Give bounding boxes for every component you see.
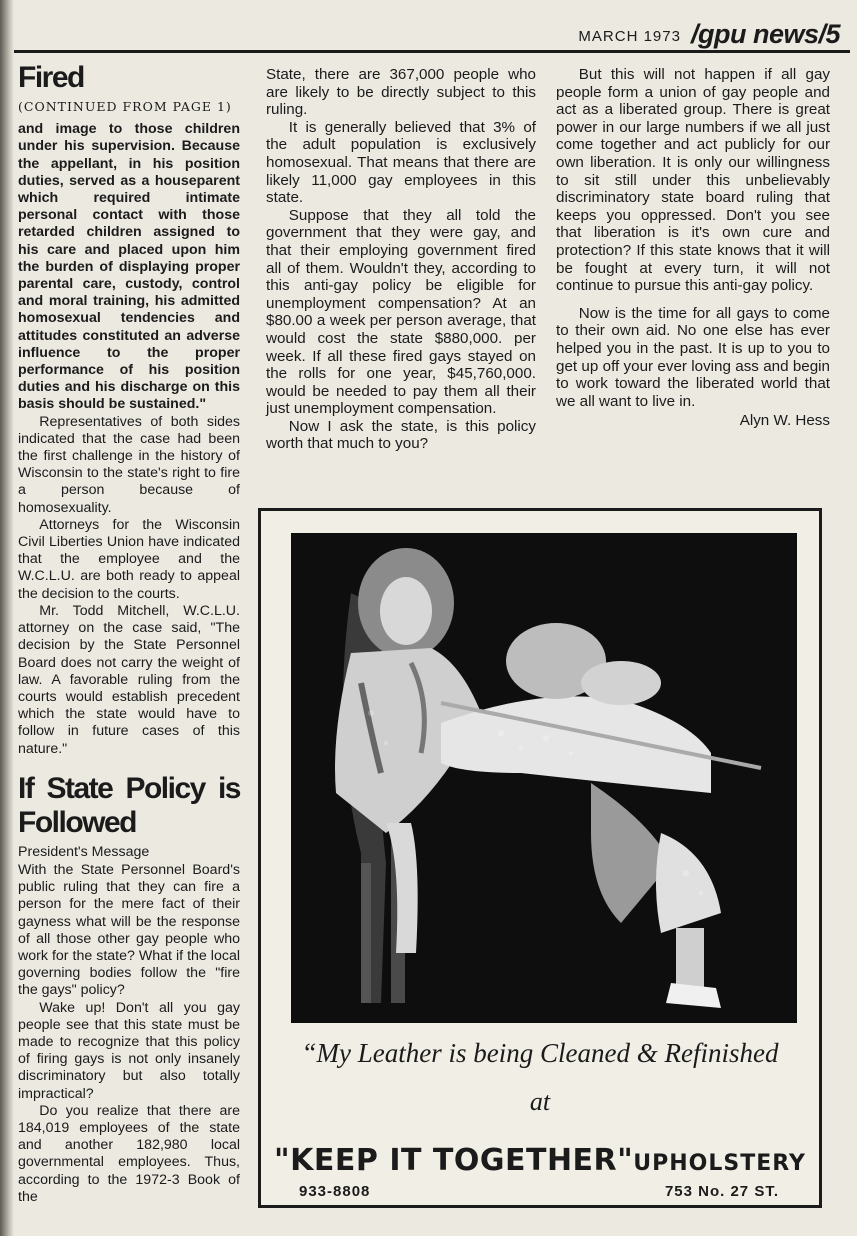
headline-fired: Fired [18,61,84,94]
column-1 [18,62,240,1206]
column-2 [266,66,536,453]
page-binding-edge [0,0,14,1236]
masthead-rule [14,50,850,53]
ad-shop-name [261,1143,819,1178]
ad-shop-type: UPHOLSTERY [633,1151,806,1176]
photo-illustration [291,533,797,1023]
headline-state-policy: If State Policy is Followed [18,771,240,839]
paragraph: Wake up! Don't all you gay people see that this state must be made to recognize that this policy of firing gays is not only insanely discriminatory but also totally impractical? [18,999,240,1102]
paragraph: Suppose that they all told the government that they were gay, and that their employing government fired all of them. Wouldn't they, according to this anti-gay policy be eligible for unemployment compensation? At an $80.00 a week per person average, that would cost the state $880,000. per week. If all these fired gays stayed on the rolls for one year, $45,760,000. would be needed to pay them all their just unemployment compensation. [266,206,536,418]
ruling-quote: and image to those children under his supervision. Because the appellant, in his position duties, served as a houseparent which required intimate personal contact with those retarded children assigned to his care and placed upon him the burden of displaying proper parental care, custody, control and moral training, his admitted homosexual tendencies and attitudes constituted an adverse influence to the proper performance of his position duties and his discharge on this basis should be sustained." [18,121,240,413]
paragraph: But this will not happen if all gay people form a union of gay people and act as a liberated group. There is great power in our large numbers if we all just come together and act publicly for our own liberation. It is only our willingness to sit still under this unbelievably discriminatory state board ruling that keeps you oppressed. Don't you see that liberation is it's own cure and protection? If this state knows that it will be fought at every turn, it will not continue to pursue this anti-gay policy. [556,66,830,295]
ad-photograph [291,533,797,1023]
paragraph: With the State Personnel Board's public ruling that they can fire a person for the mere fact of their gayness what will be the response of all those other gay people who work for the state? What if the local governing bodies follow the "fire the gays" policy? [18,861,240,999]
ad-caption: “My Leather is being Cleaned & Refinished [301,1038,779,1068]
subhead-presidents-message: President's Message [18,843,150,860]
paper-title: /gpu news/5 [690,19,840,49]
paragraph: Now is the time for all gays to come to their own aid. No one else has ever helped you in the past. It is up to you to get up off your ever loving ass and begin to work toward the liberated world that we all want to live in. [556,304,830,410]
paragraph: State, there are 367,000 people who are likely to be directly subject to this ruling. [266,66,536,119]
masthead [520,14,840,50]
issue-date: MARCH 1973 [578,28,681,45]
paragraph: Do you realize that there are 184,019 employees of the state and another 182,980 local governmental employees. Thus, according to the 1972-3 Book of the [18,1102,240,1205]
paragraph: Mr. Todd Mitchell, W.C.L.U. attorney on the case said, "The decision by the State Personnel Board does not carry the weight of law. A favorable ruling from the courts would establish precedent which the state would have to follow in future cases of this nature." [18,602,240,757]
ad-shop-title: "KEEP IT TOGETHER" [274,1143,634,1178]
paragraph: It is generally believed that 3% of the adult population is exclusively homosexual. That means that there are likely 11,000 gay employees in this state. [266,118,536,207]
paragraph: Now I ask the state, is this policy worth that much to you? [266,417,536,453]
continued-note: (CONTINUED FROM PAGE 1) [18,99,232,114]
upholstery-advertisement [258,508,822,1208]
paragraph: Representatives of both sides indicated that the case had been the first challenge in the history of Wisconsin to the state's right to fire a person because of homosexuality. [18,413,240,516]
ad-address: 753 No. 27 ST. [664,1183,779,1200]
column-3 [556,66,830,430]
paragraph: Attorneys for the Wisconsin Civil Liberties Union have indicated that the employee and the W.C.L.U. are both ready to appeal the decision to the courts. [18,516,240,602]
ad-phone: 933-8808 [299,1183,371,1200]
author-signature: Alyn W. Hess [739,412,830,430]
ad-at: at [529,1087,551,1116]
